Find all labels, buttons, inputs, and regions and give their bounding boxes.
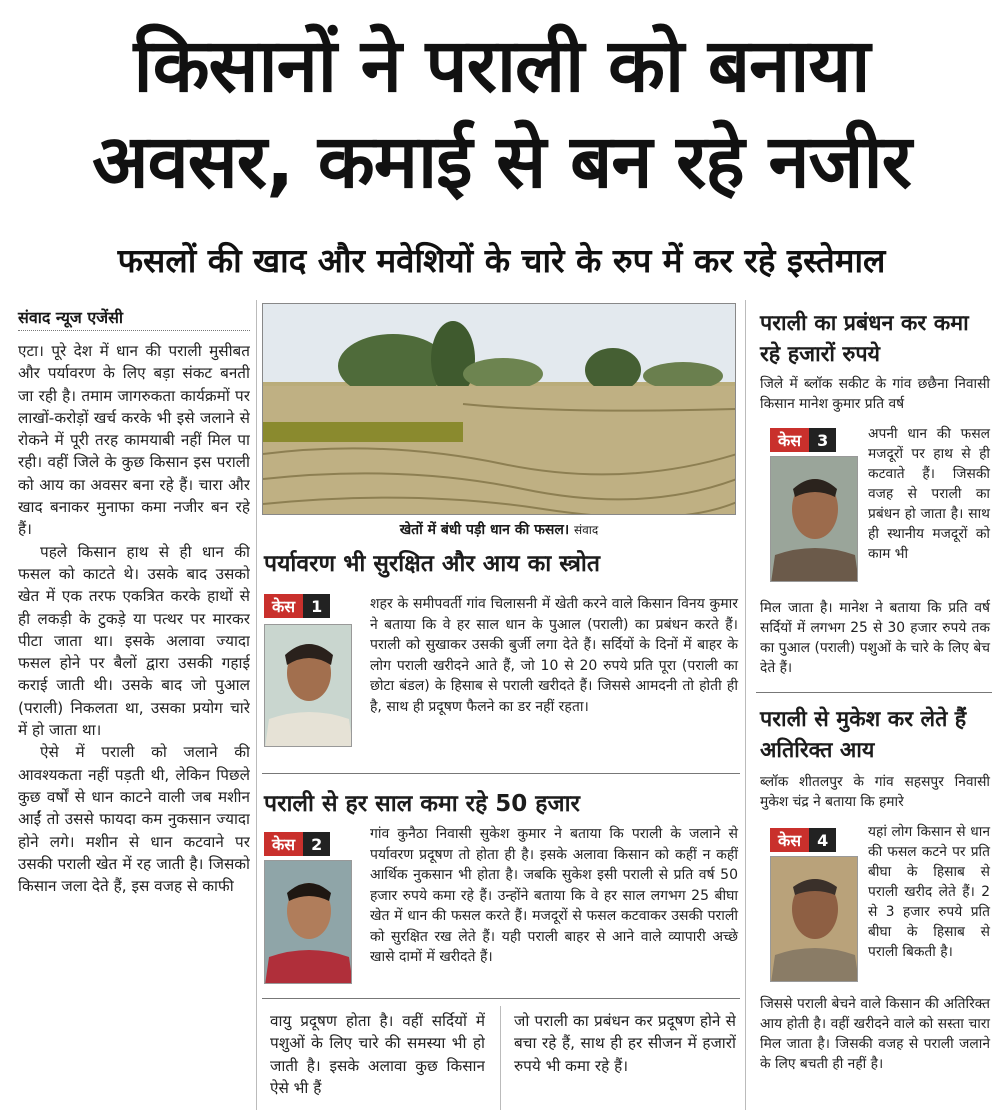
section3-title: पराली का प्रबंधन कर कमा रहे हजारों रुपये (760, 311, 969, 367)
section1-body (370, 594, 738, 717)
subheadline: फसलों की खाद और मवेशियों के चारे के रुप में कर रहे इस्तेमाल (117, 241, 886, 280)
bottom-mid-col-1 (270, 1010, 485, 1110)
left-paragraph-3: ऐसे में पराली को जलाने की आवश्यकता नहीं पड़ती थी, लेकिन पिछले कुछ वर्षों से धान काटने वाली जब मशीन आईं तो उससे फायदा कम नुकसान ज्यादा होने लगे। मशीन से धान कटवाने पर उसकी पराली खेत में रह जाती है। जिसको किसान जला देते हैं, इस वजह से काफी (18, 743, 250, 896)
portrait-case-4 (770, 856, 858, 982)
column-divider-left (256, 300, 257, 1110)
section2-body (370, 824, 738, 968)
section-divider-2 (262, 998, 740, 999)
section4-tail-text: जिससे पराली बेचने वाले किसान की अतिरिक्त आय होती है। वहीं खरीदने वाले को सस्ता चारा मिल जाता है। जिसकी वजह से पराली जलाने के लिए बचती ही नहीं है। (760, 996, 990, 1072)
caption-credit: संवाद (574, 523, 599, 537)
case-number: 4 (809, 828, 836, 852)
bottom-mid-text-2: जो पराली का प्रबंधन कर प्रदूषण होने से बचा रहे हैं, साथ ही हर सीजन में हजारों रुपये भी कमा रहे हैं। (514, 1012, 736, 1075)
portrait-case-2 (264, 860, 352, 984)
left-column (18, 340, 250, 1110)
bottom-mid-divider (500, 1006, 501, 1110)
section-divider-right (756, 692, 992, 693)
case-label: केस (770, 828, 809, 852)
section3-lead (760, 374, 990, 414)
case-badge-1 (264, 594, 330, 618)
bottom-mid-text-1: वायु प्रदूषण होता है। वहीं सर्दियों में पशुओं के लिए चारे की समस्या भी हो जाती है। इसके अलावा कुछ किसान ऐसे भी हैं (270, 1012, 485, 1097)
section4-lead-text: ब्लॉक शीतलपुर के गांव सहसपुर निवासी मुकेश चंद्र ने बताया कि हमारे (760, 774, 990, 810)
case-label: केस (264, 832, 303, 856)
section1-text: शहर के समीपवर्ती गांव चिलासनी में खेती करने वाले किसान विनय कुमार ने बताया कि वे हर साल धान के पुआल (पराली) का प्रबंधन करते हैं। पराली को सुखाकर उसकी बुर्जी लगा देते हैं। सर्दियों के दिनों में बाहर के लोग पराली खरीदने आते हैं, जो 10 से 20 रुपये प्रति पूरा (पराली का छोटा बंडल) के हिसाब से पराली खरीदते हैं। जिससे आमदनी तो होती ही है, साथ ही प्रदूषण फैलने का डर नहीं रहता। (370, 596, 738, 715)
section-divider-1 (262, 773, 740, 774)
column-divider-right (745, 300, 746, 1110)
section4-title: पराली से मुकेश कर लेते हैं अतिरिक्त आय (760, 707, 967, 763)
byline-divider (18, 330, 250, 331)
caption-text: खेतों में बंधी पड़ी धान की फसल। (399, 522, 570, 538)
case-label: केस (770, 428, 809, 452)
case-number: 3 (809, 428, 836, 452)
photo-caption (262, 520, 736, 539)
section3-beside-text: अपनी धान की फसल मजदूरों पर हाथ से ही कटवाते हैं। जिसकी वजह से पराली का प्रबंधन हो जाता है। साथ ही स्थानीय मजदूरों को काम भी (868, 426, 990, 562)
left-paragraph-1: एटा। पूरे देश में धान की पराली मुसीबत और पर्यावरण के लिए बड़ा संकट बनती जा रही है। तमाम जागरुकता कार्यक्रमों पर लाखों-करोड़ों खर्च करके भी इसे जलाने से रोकने में पूरी तरह कामयाबी नहीं मिल पा रही। वहीं जिले के कुछ किसान इस पराली को आय का अवसर बना रहे हैं। चारा और खाद बनाकर मुनाफा कमा नजीर बन रहे हैं। (18, 342, 250, 539)
portrait-case-3 (770, 456, 858, 582)
section3-tail (760, 598, 990, 678)
headline (0, 18, 1003, 210)
byline: संवाद न्यूज एजेंसी (18, 308, 124, 327)
section3-tail-text: मिल जाता है। मानेश ने बताया कि प्रति वर्ष सर्दियों में लगभग 25 से 30 हजार रुपये तक का पुआल (पराली) पशुओं के चारे के लिए बेच देते हैं। (760, 600, 990, 676)
case-badge-2 (264, 832, 330, 856)
bottom-mid-col-2 (514, 1010, 736, 1110)
headline-line-1: किसानों ने पराली को बनाया (133, 23, 870, 109)
section3-lead-text: जिले में ब्लॉक सकीट के गांव छछैना निवासी किसान मानेश कुमार प्रति वर्ष (760, 376, 990, 412)
section4-tail (760, 994, 990, 1074)
section2-title: पराली से हर साल कमा रहे 50 हजार (264, 791, 580, 817)
left-paragraph-2: पहले किसान हाथ से ही धान की फसल को काटते थे। उसके बाद उसको खेत में एक तरफ एकत्रित करके हाथों से ही लकड़ी के टुकड़े या पत्थर पर मारकर पीटा जाता था। इसके अलावा ज्यादा फसल होने पर बैलों द्वारा उसकी गहाई कराई जाती थी। उसके बाद जो पुआल (पराली) निकलता था, उसका प्रयोग चारे में हो जाता था। (18, 542, 250, 740)
section4-lead (760, 772, 990, 812)
headline-line-2: अवसर, कमाई से बन रहे नजीर (92, 119, 911, 205)
case-number: 1 (303, 594, 330, 618)
case-badge-3 (770, 428, 836, 452)
case-badge-4 (770, 828, 836, 852)
section2-text: गांव कुनैठा निवासी सुकेश कुमार ने बताया कि पराली के जलाने से पर्यावरण प्रदूषण तो होता ही है। इसके अलावा किसान को कहीं न कहीं आर्थिक नुकसान भी होता है। जबकि सुकेश इसी पराली से प्रति वर्ष 50 हजार रुपये कमा रहे हैं। उन्होंने बताया कि वे हर साल लगभग 25 बीघा खेत में धान की फसल करते हैं। मजदूरों से फसल कटवाकर उसकी पराली को सुरक्षित रख लेते हैं। यही पराली बाहर से आने वाले व्यापारी अच्छे खासे दामों में खरीदते हैं। (370, 826, 738, 965)
case-label: केस (264, 594, 303, 618)
section4-beside-text: यहां लोग किसान से धान की फसल कटने पर प्रति बीघा के हिसाब से पराली खरीद लेते हैं। 2 से 3 हजार रुपये प्रति बीघा के हिसाब से पराली बिकती है। (868, 824, 990, 960)
portrait-case-1 (264, 624, 352, 747)
section3-beside (868, 424, 990, 564)
section4-beside (868, 822, 990, 962)
field-photo (262, 303, 736, 515)
case-number: 2 (303, 832, 330, 856)
section1-title: पर्यावरण भी सुरक्षित और आय का स्त्रोत (264, 551, 600, 577)
